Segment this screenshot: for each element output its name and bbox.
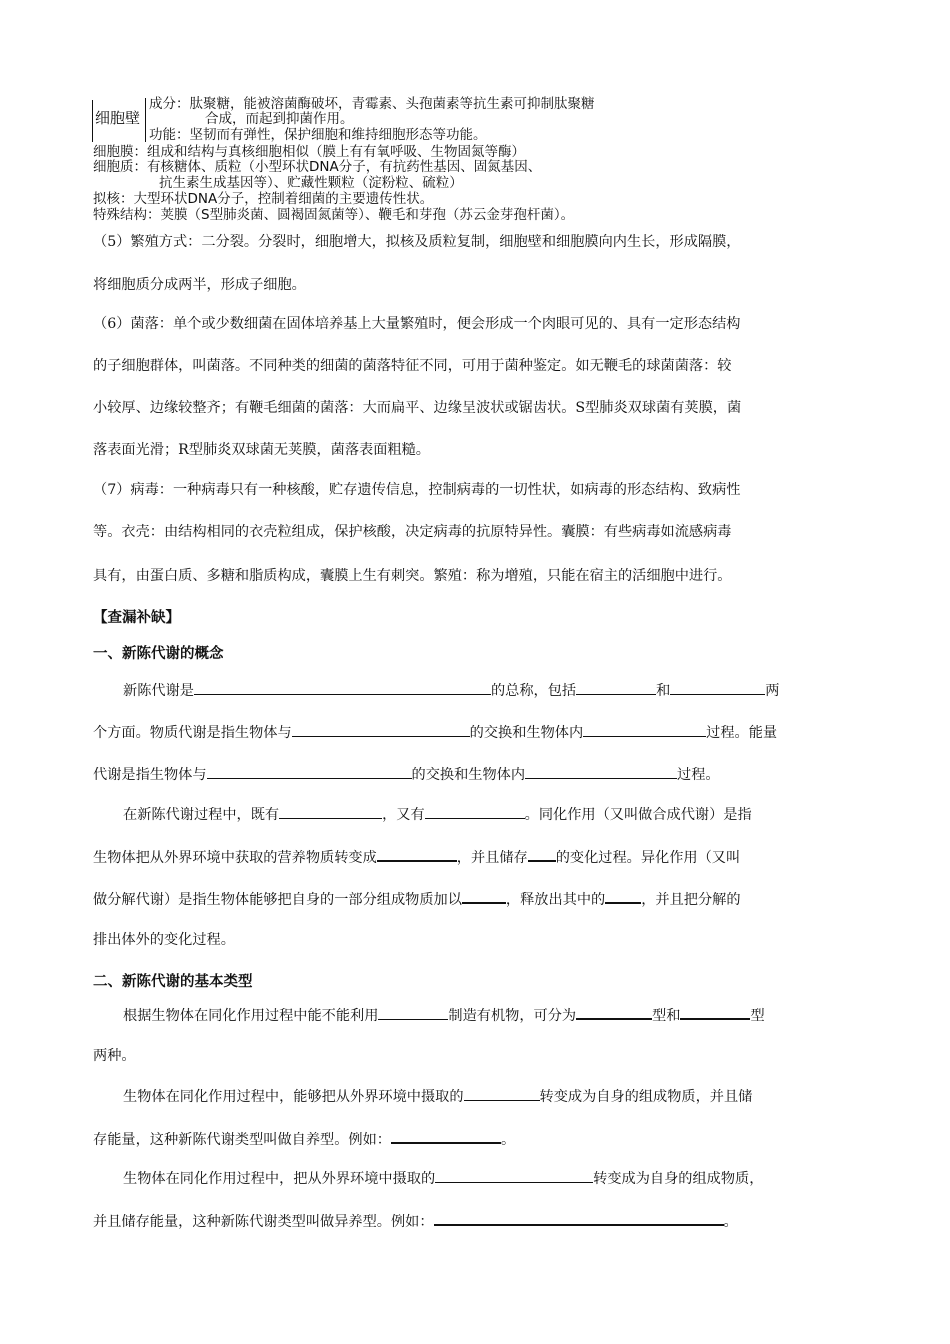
blank-field[interactable] bbox=[576, 1004, 652, 1020]
blank-field[interactable] bbox=[605, 888, 641, 904]
item-6-line-2: 的子细胞群体，叫菌落。不同种类的细菌的菌落特征不同，可用于菌种鉴定。如无鞭毛的球菌菌落：较 bbox=[93, 358, 732, 374]
s1-text: 的变化过程。异化作用（又叫 bbox=[555, 850, 741, 866]
cell-membrane: 细胞膜：组成和结构与真核细胞相似（膜上有有氧呼吸、生物固氮等酶） bbox=[93, 144, 525, 160]
s1-text: 两 bbox=[765, 683, 780, 699]
item-7-line-2: 等。衣壳：由结构相同的衣壳粒组成，保护核酸，决定病毒的抗原特异性。囊膜：有些病毒如流感病毒 bbox=[93, 524, 732, 540]
s2-line-3 bbox=[123, 1086, 890, 1107]
blank-field[interactable] bbox=[434, 1210, 724, 1226]
s2-text: 生物体在同化作用过程中，能够把从外界环境中摄取的 bbox=[123, 1089, 464, 1105]
wall-composition-cont: 合成，而起到抑菌作用。 bbox=[205, 111, 354, 127]
blank-field[interactable] bbox=[279, 804, 382, 819]
cell-wall-label: 细胞壁 bbox=[95, 109, 141, 127]
s2-line-2: 两种。 bbox=[93, 1048, 136, 1064]
blank-field[interactable] bbox=[194, 680, 491, 695]
s1-text: 新陈代谢是 bbox=[123, 683, 194, 699]
s1-line-2 bbox=[93, 722, 860, 743]
s2-text: 制造有机物，可分为 bbox=[448, 1008, 577, 1024]
item-5-line-2: 将细胞质分成两半，形成子细胞。 bbox=[93, 277, 306, 293]
s2-text: 转变成为自身的组成物质， bbox=[593, 1171, 764, 1187]
s1-line-5 bbox=[93, 846, 860, 868]
section-2-title: 二、新陈代谢的基本类型 bbox=[93, 974, 253, 990]
blank-field[interactable] bbox=[583, 722, 706, 737]
wall-brace bbox=[145, 98, 146, 142]
s1-text: 的交换和生物体内 bbox=[411, 767, 526, 783]
s2-text: 转变成为自身的组成物质，并且储 bbox=[539, 1089, 753, 1105]
item-6-line-1: （6）菌落：单个或少数细菌在固体培养基上大量繁殖时，便会形成一个肉眼可见的、具有一定形态结构 bbox=[93, 316, 741, 332]
item-7-line-3: 具有，由蛋白质、多糖和脂质构成，囊膜上生有刺突。繁殖：称为增殖，只能在宿主的活细胞中进行。 bbox=[93, 568, 732, 584]
s2-line-4 bbox=[93, 1128, 860, 1150]
s1-text: 做分解代谢）是指生物体能够把自身的一部分组成物质加以 bbox=[93, 892, 462, 908]
s1-text: 生物体把从外界环境中获取的营养物质转变成 bbox=[93, 850, 377, 866]
blank-field[interactable] bbox=[391, 1128, 501, 1144]
blank-field[interactable] bbox=[525, 764, 677, 779]
nucleoid: 拟核：大型环状DNA分子，控制着细菌的主要遗传性状。 bbox=[93, 191, 434, 207]
s1-text: ，释放出其中的 bbox=[505, 892, 606, 908]
s2-text: 型 bbox=[750, 1008, 765, 1024]
cytoplasm-cont: 抗生素生成基因等）、贮藏性颗粒（淀粉粒、硫粒） bbox=[159, 175, 463, 191]
s1-text: 。同化作用（又叫做合成代谢）是指 bbox=[524, 807, 752, 823]
blank-field[interactable] bbox=[464, 1086, 540, 1101]
s1-text: 个方面。物质代谢是指生物体与 bbox=[93, 725, 292, 741]
blank-field[interactable] bbox=[377, 846, 457, 862]
blank-field[interactable] bbox=[425, 804, 525, 819]
s1-line-1 bbox=[123, 680, 890, 701]
s1-text: ，又有 bbox=[382, 807, 425, 823]
blank-field[interactable] bbox=[670, 680, 765, 695]
wall-composition: 成分：肽聚糖，能被溶菌酶破坏，青霉素、头孢菌素等抗生素可抑制肽聚糖 bbox=[149, 96, 595, 112]
blank-field[interactable] bbox=[435, 1168, 593, 1183]
s2-text: 。 bbox=[500, 1132, 516, 1148]
s1-line-7: 排出体外的变化过程。 bbox=[93, 932, 235, 948]
blank-field[interactable] bbox=[680, 1004, 750, 1020]
s1-line-6 bbox=[93, 888, 860, 910]
s2-text: 。 bbox=[723, 1214, 738, 1230]
wall-function: 功能：坚韧而有弹性，保护细胞和维持细胞形态等功能。 bbox=[149, 127, 487, 143]
outer-brace bbox=[92, 100, 93, 142]
blank-field[interactable] bbox=[576, 680, 656, 695]
s1-text: 过程。 bbox=[677, 767, 720, 783]
s1-line-4 bbox=[123, 804, 890, 825]
s2-text: 存能量，这种新陈代谢类型叫做自养型。例如： bbox=[93, 1132, 391, 1148]
s1-text: 的交换和生物体内 bbox=[469, 725, 584, 741]
s1-text: 代谢是指生物体与 bbox=[93, 767, 207, 783]
item-6-line-3: 小较厚、边缘较整齐；有鞭毛细菌的菌落：大而扁平、边缘呈波状或锯齿状。S型肺炎双球菌有荚膜，菌 bbox=[93, 400, 742, 416]
s1-text: 和 bbox=[656, 683, 671, 699]
s1-text: ，并且把分解的 bbox=[641, 892, 741, 908]
s2-line-1 bbox=[123, 1004, 890, 1026]
blank-field[interactable] bbox=[292, 722, 470, 737]
blank-field[interactable] bbox=[378, 1005, 448, 1020]
item-7-line-1: （7）病毒：一种病毒只有一种核酸，贮存遗传信息，控制病毒的一切性状，如病毒的形态结构、致病性 bbox=[93, 482, 741, 498]
s2-text: 型和 bbox=[652, 1008, 681, 1024]
s1-text: ，并且储存 bbox=[456, 850, 528, 866]
item-6-line-4: 落表面光滑；R型肺炎双球菌无荚膜，菌落表面粗糙。 bbox=[93, 442, 430, 458]
s2-text: 根据生物体在同化作用过程中能不能利用 bbox=[123, 1008, 379, 1024]
s2-text: 并且储存能量，这种新陈代谢类型叫做异养型。例如： bbox=[93, 1214, 434, 1230]
s1-text: 过程。能量 bbox=[706, 725, 778, 741]
review-heading: 【查漏补缺】 bbox=[93, 610, 180, 626]
s2-line-5 bbox=[123, 1168, 890, 1189]
section-1-title: 一、新陈代谢的概念 bbox=[93, 646, 224, 662]
s1-text: 的总称，包括 bbox=[490, 683, 577, 699]
s2-text: 生物体在同化作用过程中，把从外界环境中摄取的 bbox=[123, 1171, 436, 1187]
s1-line-3 bbox=[93, 764, 860, 785]
cytoplasm: 细胞质：有核糖体、质粒（小型环状DNA分子，有抗药性基因、固氮基因、 bbox=[93, 159, 542, 175]
s1-text: 在新陈代谢过程中，既有 bbox=[123, 807, 280, 823]
special-structures: 特殊结构：荚膜（S型肺炎菌、圆褐固氮菌等）、鞭毛和芽孢（苏云金芽孢杆菌）。 bbox=[93, 207, 575, 223]
blank-field[interactable] bbox=[462, 888, 506, 904]
item-5-line-1: （5）繁殖方式：二分裂。分裂时，细胞增大，拟核及质粒复制，细胞壁和细胞膜向内生长，形成隔膜， bbox=[93, 234, 741, 250]
blank-field[interactable] bbox=[207, 764, 412, 779]
s2-line-6 bbox=[93, 1210, 860, 1232]
blank-field[interactable] bbox=[528, 846, 556, 862]
